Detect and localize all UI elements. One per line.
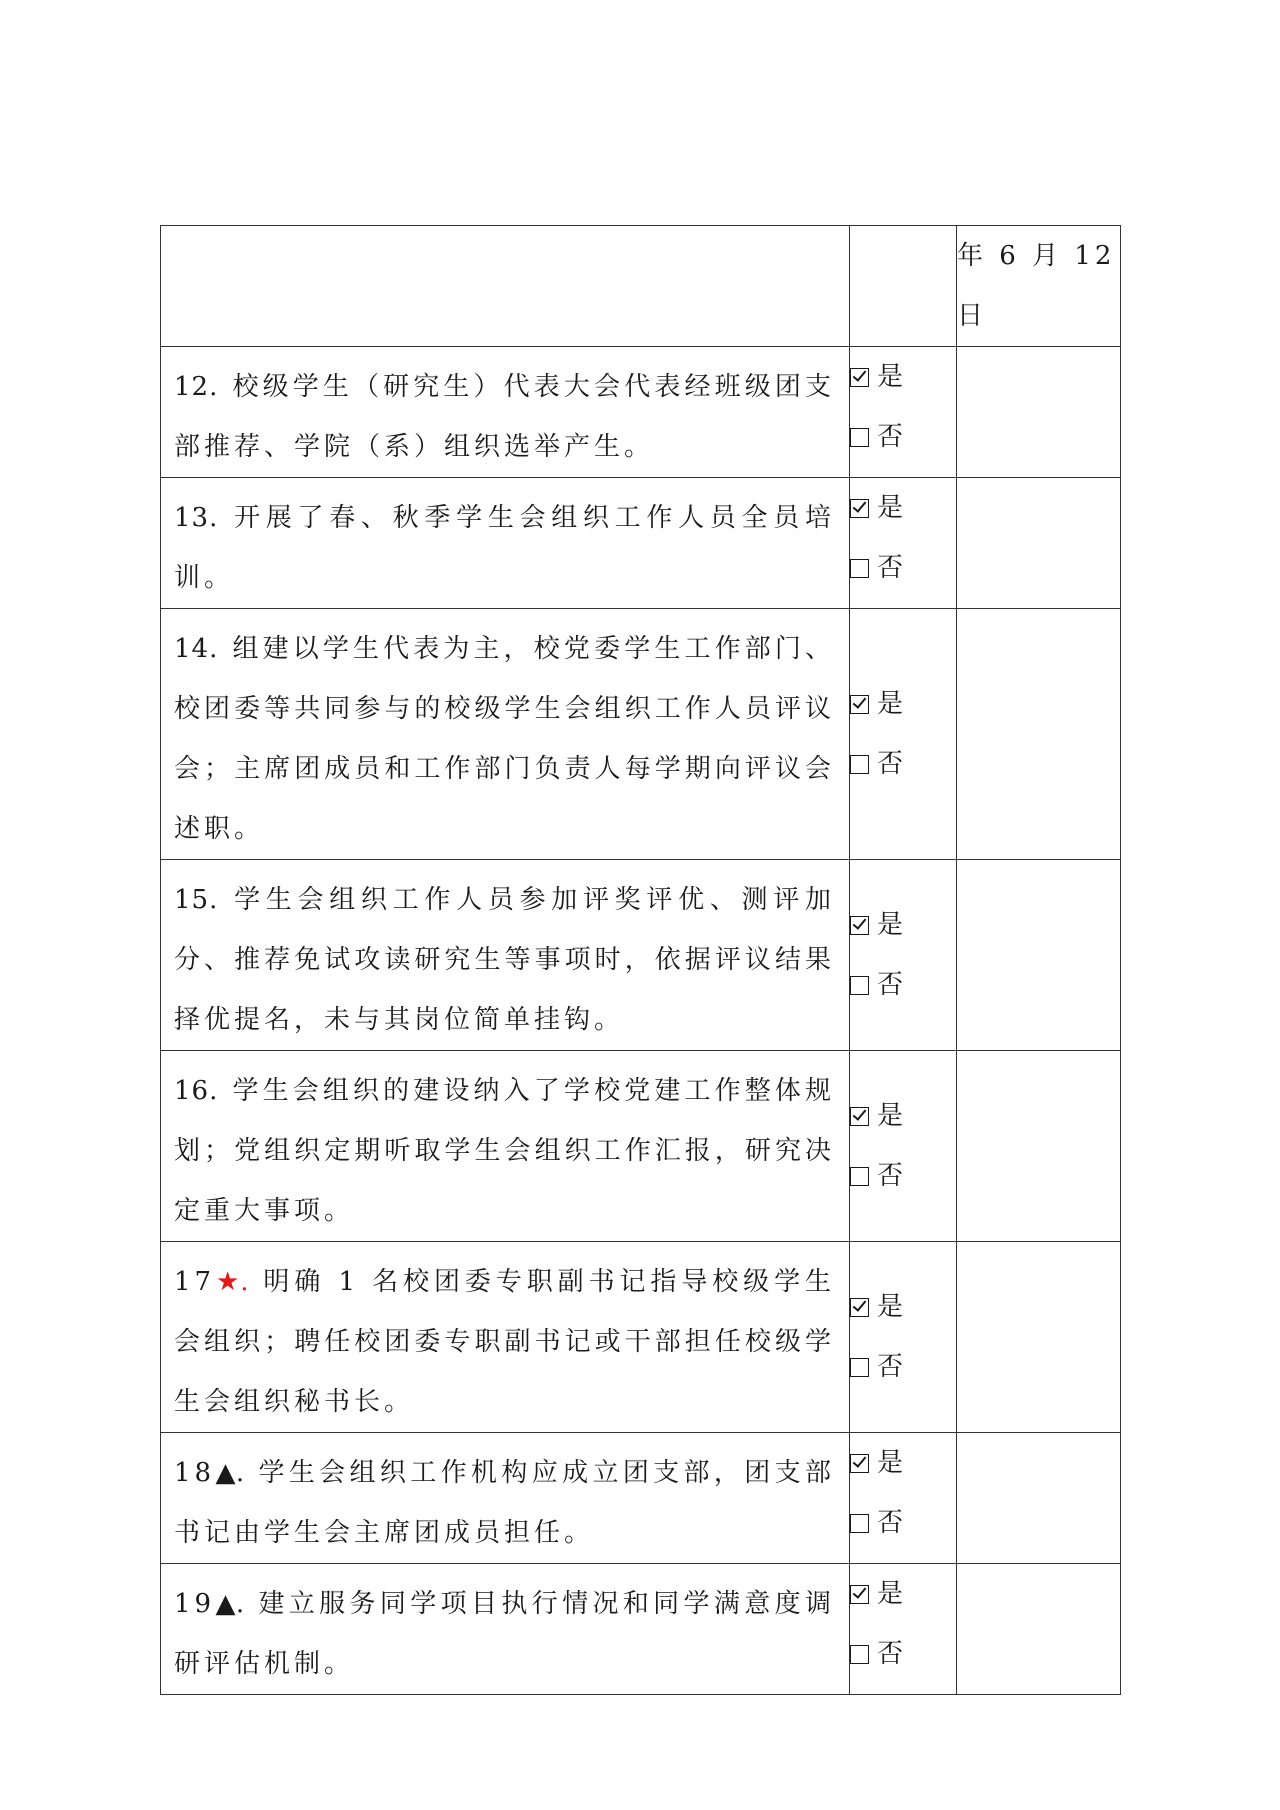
yes-option[interactable]: [850, 1086, 956, 1146]
no-label: 否: [877, 1161, 904, 1191]
checkbox-cell: [850, 609, 957, 860]
item-text: 建立服务同学项目执行情况和同学满意度调研评估机制。: [174, 1589, 835, 1679]
item-number: 17: [174, 1267, 216, 1297]
no-option[interactable]: [850, 1146, 956, 1206]
no-option[interactable]: [850, 1337, 956, 1397]
item-cell: [161, 1433, 850, 1564]
yes-option[interactable]: [850, 347, 956, 407]
item-cell: [161, 1564, 850, 1695]
remark-cell: [957, 609, 1121, 860]
empty-box-icon[interactable]: [850, 976, 869, 995]
checkbox-cell: [850, 1564, 957, 1695]
checked-box-icon[interactable]: [850, 695, 869, 714]
remark-cell: [957, 347, 1121, 478]
item-text: 学生会组织工作人员参加评奖评优、测评加分、推荐免试攻读研究生等事项时，依据评议结果择优提名，未与其岗位简单挂钩。: [174, 885, 835, 1035]
checked-box-icon[interactable]: [850, 1585, 869, 1604]
remark-cell: [957, 1564, 1121, 1695]
table-row: [161, 1051, 1121, 1242]
empty-cell: [850, 226, 957, 347]
item-number: 16.: [174, 1076, 219, 1106]
checked-box-icon[interactable]: [850, 368, 869, 387]
empty-box-icon[interactable]: [850, 1358, 869, 1377]
item-text: 学生会组织的建设纳入了学校党建工作整体规划；党组织定期听取学生会组织工作汇报，研究决定重大事项。: [174, 1076, 835, 1226]
yes-label: 是: [877, 1101, 904, 1131]
table-row: [161, 1564, 1121, 1695]
checkbox-cell: [850, 1242, 957, 1433]
empty-box-icon[interactable]: [850, 1645, 869, 1664]
no-label: 否: [877, 422, 904, 452]
item-cell: [161, 860, 850, 1051]
yes-label: 是: [877, 362, 904, 392]
checkbox-cell: [850, 347, 957, 478]
item-text: 明确 1 名校团委专职副书记指导校级学生会组织；聘任校团委专职副书记或干部担任校级学生会组织秘书长。: [174, 1267, 836, 1417]
checkbox-cell: [850, 478, 957, 609]
no-label: 否: [877, 970, 904, 1000]
checked-box-icon[interactable]: [850, 1298, 869, 1317]
no-option[interactable]: [850, 407, 956, 467]
yes-option[interactable]: [850, 478, 956, 538]
remark-cell: [957, 1433, 1121, 1564]
item-number: 15.: [174, 885, 219, 915]
remark-cell: [957, 1051, 1121, 1242]
item-text: 学生会组织工作机构应成立团支部，团支部书记由学生会主席团成员担任。: [174, 1458, 835, 1548]
checked-box-icon[interactable]: [850, 1107, 869, 1126]
no-label: 否: [877, 1352, 904, 1382]
item-text: 开展了春、秋季学生会组织工作人员全员培训。: [174, 503, 835, 593]
yes-option[interactable]: [850, 1277, 956, 1337]
yes-option[interactable]: [850, 895, 956, 955]
no-label: 否: [877, 1508, 904, 1538]
yes-label: 是: [877, 1448, 904, 1478]
evaluation-table: [160, 225, 1121, 1695]
triangle-mark-icon: ▲.: [215, 1589, 245, 1619]
checked-box-icon[interactable]: [850, 1454, 869, 1473]
empty-cell: [161, 226, 850, 347]
item-cell: [161, 1051, 850, 1242]
empty-box-icon[interactable]: [850, 1167, 869, 1186]
yes-label: 是: [877, 493, 904, 523]
no-label: 否: [877, 553, 904, 583]
item-text: 组建以学生代表为主，校党委学生工作部门、校团委等共同参与的校级学生会组织工作人员评议会；主席团成员和工作部门负责人每学期向评议会述职。: [174, 634, 835, 844]
yes-option[interactable]: [850, 674, 956, 734]
item-number: 18: [174, 1458, 216, 1488]
yes-label: 是: [877, 1579, 904, 1609]
item-cell: [161, 1242, 850, 1433]
no-option[interactable]: [850, 734, 956, 794]
yes-label: 是: [877, 689, 904, 719]
yes-label: 是: [877, 1292, 904, 1322]
item-cell: [161, 347, 850, 478]
table-row: [161, 478, 1121, 609]
no-option[interactable]: [850, 1493, 956, 1553]
checked-box-icon[interactable]: [850, 916, 869, 935]
item-number: 13.: [174, 503, 219, 533]
no-label: 否: [877, 1639, 904, 1669]
remark-cell: [957, 1242, 1121, 1433]
no-option[interactable]: [850, 538, 956, 598]
checkbox-cell: [850, 860, 957, 1051]
table-row: [161, 1433, 1121, 1564]
no-option[interactable]: [850, 955, 956, 1015]
item-number: 12.: [174, 372, 219, 402]
item-number: 14.: [174, 634, 219, 664]
table-row: [161, 347, 1121, 478]
checkbox-cell: [850, 1051, 957, 1242]
empty-box-icon[interactable]: [850, 1514, 869, 1533]
empty-box-icon[interactable]: [850, 428, 869, 447]
empty-box-icon[interactable]: [850, 755, 869, 774]
table-row: [161, 609, 1121, 860]
table-row: [161, 860, 1121, 1051]
star-mark-icon: ★.: [215, 1267, 249, 1297]
yes-label: 是: [877, 910, 904, 940]
checked-box-icon[interactable]: [850, 499, 869, 518]
yes-option[interactable]: [850, 1564, 956, 1624]
triangle-mark-icon: ▲.: [215, 1458, 245, 1488]
checkbox-cell: [850, 1433, 957, 1564]
date-cell: 年 6 月 12 日: [957, 226, 1121, 347]
table-row: [161, 1242, 1121, 1433]
remark-cell: [957, 860, 1121, 1051]
remark-cell: [957, 478, 1121, 609]
item-cell: [161, 609, 850, 860]
no-label: 否: [877, 749, 904, 779]
item-cell: [161, 478, 850, 609]
yes-option[interactable]: [850, 1433, 956, 1493]
empty-box-icon[interactable]: [850, 559, 869, 578]
no-option[interactable]: [850, 1624, 956, 1684]
item-text: 校级学生（研究生）代表大会代表经班级团支部推荐、学院（系）组织选举产生。: [174, 372, 835, 462]
header-row: [161, 226, 1121, 347]
item-number: 19: [174, 1589, 216, 1619]
